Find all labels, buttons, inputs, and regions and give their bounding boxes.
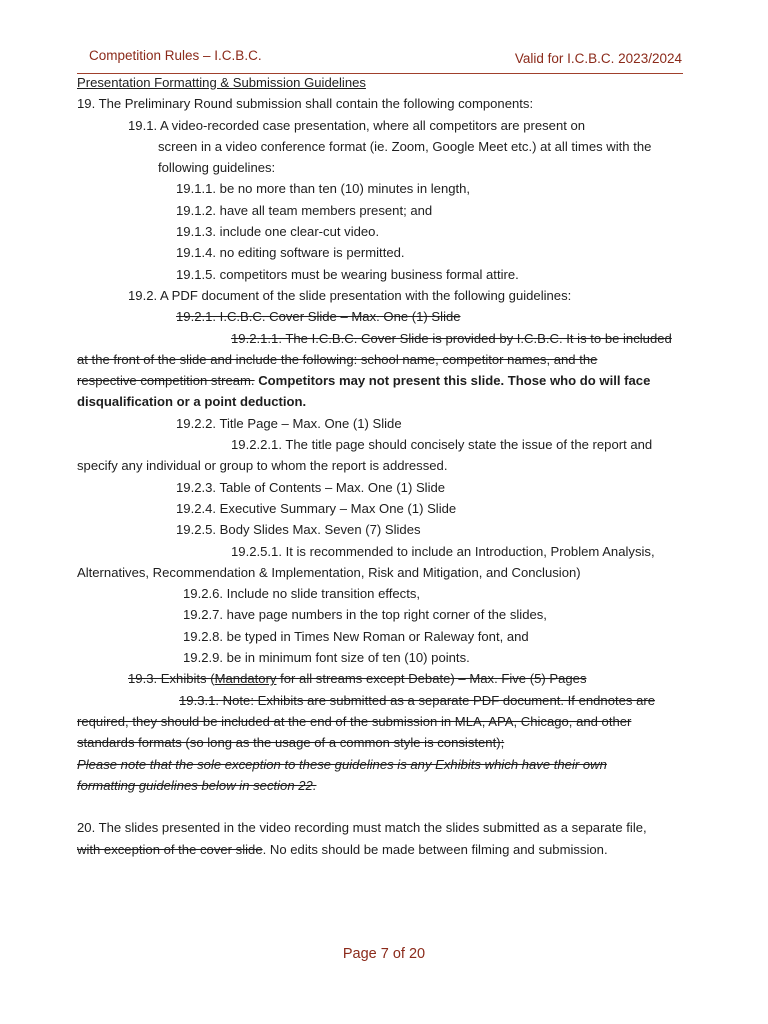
rule-19-2-8: 19.2.8. be typed in Times New Roman or Raleway font, and [183,628,529,644]
rule-19-2-1-1-cont-1 [77,349,683,370]
rule-19-3-1-cont-2 [77,732,683,753]
page-number: Page 7 of 20 [342,946,426,962]
rule-19-2-9: 19.2.9. be in minimum font size of ten (10) points. [183,650,470,666]
rule-19-3-1-text: 19.3.1. Note: Exhibits are submitted as a separate PDF document. If endnotes are [179,692,656,708]
paragraph-gap [77,796,683,817]
rule-19: 19. The Preliminary Round submission shall contain the following components: [77,96,534,112]
rule-19-2-4: 19.2.4. Executive Summary – Max One (1) Slide [176,500,457,516]
section-title: Presentation Formatting & Submission Guidelines [77,75,366,90]
rule-19-2-2-1: 19.2.2.1. The title page should concisely state the issue of the report and [231,437,653,453]
rule-19-2-1 [77,306,683,327]
rule-19-1-cont-2: following guidelines: [158,160,276,176]
rule-20-cont [77,839,683,860]
rule-20: 20. The slides presented in the video recording must match the slides submitted as a separate file, [77,820,647,836]
rule-20-rest: . No edits should be made between filming and submission. [262,841,608,857]
rule-19-1-2: 19.1.2. have all team members present; and [176,202,433,218]
rule-19-1: 19.1. A video-recorded case presentation, where all competitors are present on [128,117,586,133]
rule-19-2-1-1-cont-2 [77,370,683,391]
rule-19-2-1-1 [77,328,683,349]
rule-19-3-1-cont-1-text: required, they should be included at the end of the submission in MLA, APA, Chicago, and other [77,713,632,729]
header-validity: Valid for I.C.B.C. 2023/2024 [514,51,682,66]
rule-19-2-1-1-text: 19.2.1.1. The I.C.B.C. Cover Slide is provided by I.C.B.C. It is to be included [231,330,672,346]
rule-19-2-1-1-cont-1-text: at the front of the slide and include the following: school name, competitor names, and the [77,351,598,367]
rule-19-2-5: 19.2.5. Body Slides Max. Seven (7) Slides [176,522,421,538]
rule-19-1-3: 19.1.3. include one clear-cut video. [176,224,380,240]
rule-19-3-1-cont-1 [77,711,683,732]
rule-19-2-5-1-cont: Alternatives, Recommendation & Implementation, Risk and Mitigation, and Conclusion) [77,564,581,580]
rule-19-2-2: 19.2.2. Title Page – Max. One (1) Slide [176,415,402,431]
rule-19-1-1: 19.1.1. be no more than ten (10) minutes in length, [176,181,471,197]
rule-19-3-pre: 19.3. Exhibits ( [128,671,215,687]
rule-19-1-5: 19.1.5. competitors must be wearing business formal attire. [176,266,519,282]
rule-19-3-post: for all streams except Debate) – Max. Five (5) Pages [276,671,587,687]
rule-19-3 [77,668,683,689]
exhibits-note-cont [77,775,683,796]
rule-19-2-2-1-cont: specify any individual or group to whom the report is addressed. [77,458,448,474]
rule-19-2-1-1-warning: Competitors may not present this slide. Those who do will face [258,373,651,389]
exhibits-note-text: Please note that the sole exception to these guidelines is any Exhibits which have their own [77,756,607,772]
header-doc-title: Competition Rules – I.C.B.C. [89,48,262,63]
rule-19-2: 19.2. A PDF document of the slide presentation with the following guidelines: [128,287,572,303]
rule-19-2-7: 19.2.7. have page numbers in the top right corner of the slides, [183,607,547,623]
rule-20-struck: with exception of the cover slide [77,841,263,857]
exhibits-note-cont-text: formatting guidelines below in section 22. [77,777,317,793]
rule-19-2-3: 19.2.3. Table of Contents – Max. One (1) Slide [176,479,446,495]
rule-19-3-1 [77,690,683,711]
rule-19-1-cont-1: screen in a video conference format (ie. Zoom, Google Meet etc.) at all times with the [158,138,652,154]
document-body [77,72,683,860]
rule-19-2-5-1: 19.2.5.1. It is recommended to include an Introduction, Problem Analysis, [231,543,655,559]
exhibits-note [77,754,683,775]
rule-19-1-4: 19.1.4. no editing software is permitted. [176,245,405,261]
rule-19-2-1-1-struck: respective competition stream. [77,373,255,389]
rule-19-3-1-cont-2-text: standards formats (so long as the usage of a common style is consistent); [77,735,505,751]
rule-19-2-6: 19.2.6. Include no slide transition effects, [183,586,421,602]
rule-19-3-mandatory: Mandatory [214,671,277,687]
rule-19-2-1-1-warning-cont: disqualification or a point deduction. [77,394,307,410]
rule-19-2-1-text: 19.2.1. I.C.B.C. Cover Slide – Max. One (1) Slide [176,309,461,325]
